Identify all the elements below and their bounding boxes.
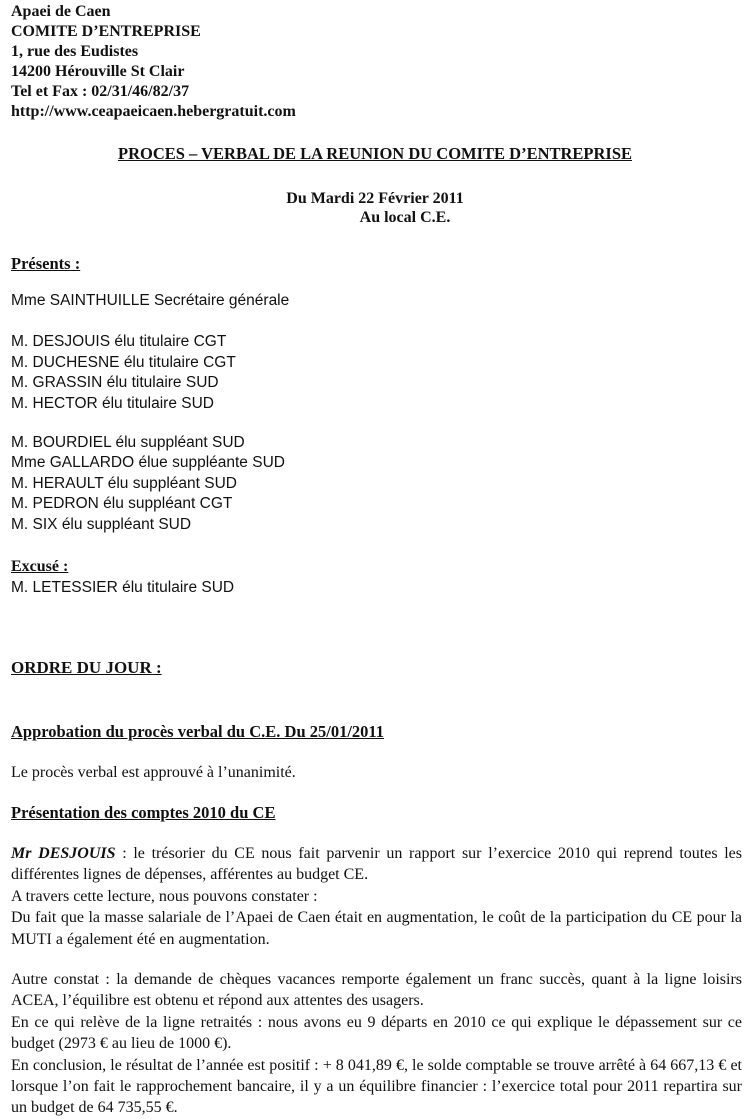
titular-member: M. DUCHESNE élu titulaire CGT — [11, 353, 236, 371]
substitute-member: M. BOURDIEL élu suppléant SUD — [11, 434, 245, 452]
attendees-list — [11, 291, 742, 535]
website-link[interactable]: http://www.ceapaeicaen.hebergratuit.com — [11, 103, 296, 120]
paragraph: En conclusion, le résultat de l’année est positif : + 8 041,89 €, le solde comptable se trouve arrêté à 64 667,13 € et lorsque l’on fait le rapprochement bancaire, il y a un équilibre financier : l’exercice total pour 2011 repartira sur un budget de 64 735,55 €. — [11, 1056, 742, 1117]
street-address: 1, rue des Eudistes — [11, 43, 139, 60]
paragraph: Mr DESJOUIS : le trésorier du CE nous fait parvenir un rapport sur l’exercice 2010 qui reprend toutes les différentes lignes de dépenses, afférentes au budget CE. — [11, 845, 743, 884]
phone-fax: Tel et Fax : 02/31/46/82/37 — [11, 83, 190, 100]
substitute-member: M. HERAULT élu suppléant SUD — [11, 474, 237, 492]
attendees-heading: Présents : — [11, 254, 81, 273]
substitute-member: Mme GALLARDO élue suppléante SUD — [11, 454, 285, 472]
agenda-heading: ORDRE DU JOUR : — [11, 658, 162, 677]
secretary-line: Mme SAINTHUILLE Secrétaire générale — [11, 292, 290, 309]
substitute-member: M. PEDRON élu suppléant CGT — [11, 495, 233, 513]
organization-header — [11, 2, 742, 122]
titular-member: M. HECTOR élu titulaire SUD — [11, 394, 214, 412]
titular-member: M. DESJOUIS élu titulaire CGT — [11, 333, 227, 351]
meeting-info — [0, 189, 750, 227]
paragraph: En ce qui relève de la ligne retraités : nous avons eu 9 départs en 2010 ce qui explique le dépassement sur ce budget (2973 € au lieu de 1000 €). — [11, 1013, 742, 1053]
excused-list — [11, 578, 742, 598]
approval-text: Le procès verbal est approuvé à l’unanimité. — [11, 764, 296, 781]
agenda-item-heading: Présentation des comptes 2010 du CE — [11, 803, 276, 822]
paragraph: A travers cette lecture, nous pouvons constater : — [11, 887, 318, 905]
committee-name: COMITE D’ENTREPRISE — [11, 23, 201, 40]
paragraph: Autre constat : la demande de chèques vacances remporte également un franc succès, quant à la ligne loisirs ACEA, l’équilibre est obtenu et répond aux attentes des usagers. — [11, 971, 742, 1010]
paragraph: Du fait que la masse salariale de l’Apaei de Caen était en augmentation, le coût de la participation du CE pour la MUTI a également été en augmentation. — [11, 909, 742, 948]
accounts-section-body — [11, 843, 742, 1119]
titular-member: M. GRASSIN élu titulaire SUD — [11, 374, 219, 392]
speaker-name: Mr DESJOUIS — [11, 845, 116, 862]
meeting-date: Du Mardi 22 Février 2011 — [286, 190, 464, 207]
excused-heading: Excusé : — [11, 558, 69, 575]
document-title: PROCES – VERBAL DE LA REUNION DU COMITE D’ENTREPRISE — [117, 144, 633, 163]
city-address: 14200 Hérouville St Clair — [11, 63, 185, 80]
excused-member: M. LETESSIER élu titulaire SUD — [11, 579, 235, 596]
meeting-place: Au local C.E. — [359, 209, 451, 226]
agenda-item-heading: Approbation du procès verbal du C.E. Du 25/01/2011 — [11, 722, 385, 741]
org-name: Apaei de Caen — [11, 3, 111, 20]
substitute-member: M. SIX élu suppléant SUD — [11, 515, 192, 533]
